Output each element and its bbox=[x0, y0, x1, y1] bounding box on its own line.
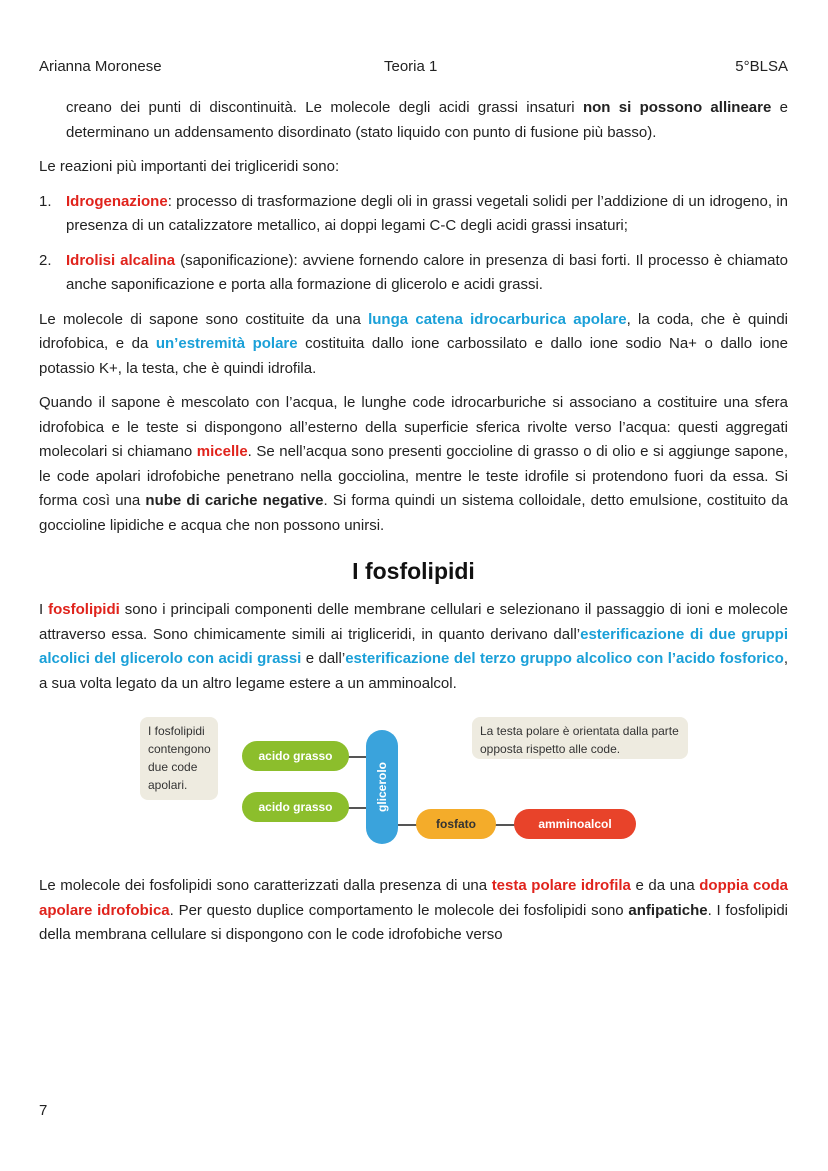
text: I bbox=[39, 601, 49, 618]
list-number: 1. bbox=[39, 192, 52, 210]
phosphate: fosfato bbox=[416, 809, 496, 839]
header-author: Arianna Moronese bbox=[39, 58, 162, 75]
connector-line bbox=[396, 824, 418, 826]
text: (saponificazione): avviene fornendo calore in presenza di basi forti. Il processo è chiamato anche saponificazione e porta alla formazione di glicerolo e acidi grassi. bbox=[66, 251, 788, 293]
header-title: Teoria 1 bbox=[384, 58, 438, 75]
text: sono i principali componenti delle membrane cellulari e selezionano il passaggio di ioni e molecole attraverso essa. Sono chimicamente simili ai trigliceridi, in quanto derivano dall’ bbox=[39, 601, 788, 643]
bold-text: nube di cariche negative bbox=[145, 492, 324, 509]
list-item bbox=[39, 249, 788, 298]
text: : processo di trasformazione degli oli in grassi vegetali solidi per l’addizione di un idrogeno, in presenza di un catalizzatore metallico, ai doppi legami C-C degli acidi grassi insaturi; bbox=[66, 192, 788, 234]
text: , a sua volta legato da un altro legame estere a un amminoalcol. bbox=[39, 650, 788, 692]
text: creano dei punti di discontinuità. Le molecole degli acidi grassi insaturi bbox=[66, 99, 583, 116]
highlight-text: un’estremità polare bbox=[155, 335, 298, 352]
text: e determinano un addensamento disordinato (stato liquido con punto di fusione più basso). bbox=[66, 99, 788, 141]
text: e dall’ bbox=[301, 650, 346, 667]
phospholipid-diagram bbox=[39, 710, 788, 860]
highlight-text: esterificazione del terzo gruppo alcolico con l’acido fosforico bbox=[345, 650, 784, 667]
header-class: 5°BLSA bbox=[735, 58, 788, 75]
paragraph-phospholipids bbox=[39, 598, 788, 696]
bold-text: anfipatiche bbox=[628, 901, 708, 919]
text: . Per questo duplice comportamento le molecole dei fosfolipidi sono bbox=[169, 901, 629, 919]
list-number: 2. bbox=[39, 251, 52, 269]
text: . Se nell’acqua sono presenti goccioline di grasso o di olio e si aggiunge sapone, le code apolari idrofobiche penetrano nella gocciolina, mentre le teste idrofile si protendono fuori da essa. Si forma così una bbox=[39, 443, 788, 509]
note-left: I fosfolipidi contengono due code apolari. bbox=[140, 717, 218, 800]
text: Le molecole di sapone sono costituite da una bbox=[39, 310, 369, 328]
aminoalcohol: amminoalcol bbox=[514, 809, 636, 839]
paragraph-soap bbox=[39, 308, 788, 382]
highlight-text: doppia coda apolare idrofobica bbox=[39, 877, 788, 919]
fatty-acid-1: acido grasso bbox=[242, 741, 349, 771]
connector-line bbox=[494, 824, 516, 826]
paragraph-reactions-intro: Le reazioni più importanti dei trigliceridi sono: bbox=[39, 158, 340, 175]
highlight-text: lunga catena idrocarburica apolare bbox=[368, 310, 627, 328]
paragraph-continuation bbox=[39, 96, 788, 145]
glycerol-bar bbox=[366, 730, 398, 844]
highlight-text: fosfolipidi bbox=[48, 601, 120, 618]
paragraph-amphipathic bbox=[39, 874, 788, 948]
glycerol-label: glicerolo bbox=[375, 761, 389, 813]
text: Le molecole dei fosfolipidi sono caratterizzati dalla presenza di una bbox=[39, 877, 492, 894]
section-heading: I fosfolipidi bbox=[352, 558, 475, 584]
page-header bbox=[39, 58, 788, 80]
text: costituita dallo ione carbossilato e dallo ione sodio Na+ o dallo ione potassio K+, la testa, che è quindi idrofila. bbox=[39, 335, 788, 377]
text: . I fosfolipidi della membrana cellulare si dispongono con le code idrofobiche verso bbox=[39, 901, 788, 943]
highlight-text: micelle bbox=[196, 443, 248, 460]
text: . Si forma quindi un sistema colloidale, detto emulsione, costituito da goccioline lipidiche e acqua che non possono unirsi. bbox=[39, 492, 788, 534]
highlight-text: testa polare idrofila bbox=[491, 877, 631, 894]
term-alkaline-hydrolysis: Idrolisi alcalina bbox=[66, 251, 176, 269]
text: e da una bbox=[630, 877, 700, 894]
term-hydrogenation: Idrogenazione bbox=[66, 192, 168, 210]
page-number: 7 bbox=[39, 1102, 48, 1119]
bold-text: non si possono allineare bbox=[582, 99, 772, 116]
fatty-acid-2: acido grasso bbox=[242, 792, 349, 822]
note-right: La testa polare è orientata dalla parte opposta rispetto alle code. bbox=[472, 717, 688, 759]
page-body bbox=[39, 96, 788, 948]
text: , la coda, che è quindi idrofobica, e da bbox=[39, 310, 789, 352]
paragraph-micelles bbox=[39, 391, 788, 538]
text: Quando il sapone è mescolato con l’acqua, le lunghe code idrocarburiche si associano a costituire una sfera idrofobica e le teste si dispongono all’esterno della superficie sferica rivolte verso l’acqua: questi aggregati molecolari si chiamano bbox=[39, 394, 788, 460]
highlight-text: esterificazione di due gruppi alcolici del glicerolo con acidi grassi bbox=[39, 625, 789, 667]
list-item bbox=[39, 190, 788, 239]
